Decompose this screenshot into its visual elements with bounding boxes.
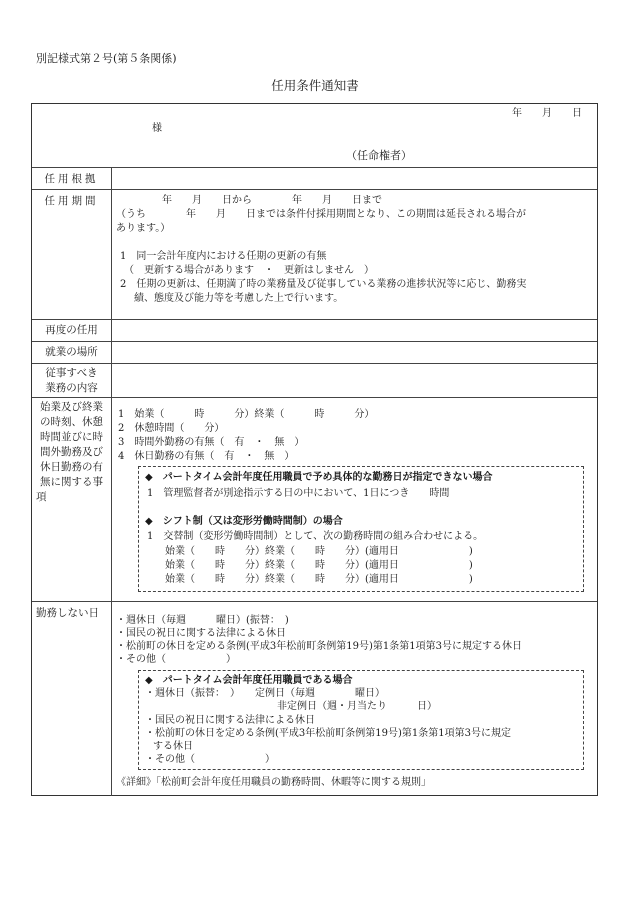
pt-irregular-days: 非定例日（週・月当たり 日） — [277, 701, 437, 712]
hours-start-end: 1 始業（ 時 分）終業（ 時 分） — [118, 409, 375, 420]
row-divider — [32, 189, 597, 190]
document-title: 任用条件通知書 — [271, 78, 359, 93]
period-dates: 年 月 日から 年 月 日まで — [162, 195, 382, 206]
label-hours-7: 項 — [36, 491, 47, 503]
hours-special-cases-box — [138, 466, 584, 592]
details-reference: 《詳細》「松前町会計年度任用職員の勤務時間、休暇等に関する規則」 — [116, 777, 431, 788]
shift-pattern-row: 始業（ 時 分）終業（ 時 分）(適用日 ) — [165, 560, 473, 571]
appointing-authority: （任命権者） — [346, 149, 412, 162]
label-basis: 任用根拠 — [44, 173, 99, 185]
row-divider — [32, 601, 597, 602]
renewal-criteria: 2 任期の更新は、任期満了時の業務量及び従事している業務の進捗状況等に応じ、勤務実 — [120, 279, 527, 290]
label-reappointment: 再度の任用 — [45, 324, 98, 336]
hours-break: 2 休憩時間（ 分） — [118, 423, 225, 434]
label-hours-5: 休日勤務の有 — [40, 461, 103, 473]
renewal-criteria-cont: 績、態度及び能力等を考慮した上で行います。 — [134, 293, 344, 304]
label-workplace: 就業の場所 — [45, 346, 98, 358]
hours-holiday-work: 4 休日勤務の有無（ 有 ・ 無 ） — [118, 451, 295, 462]
pt-national-holidays: ・国民の祝日に関する法律による休日 — [145, 715, 315, 726]
conditions-table — [31, 103, 598, 796]
shift-pattern-row: 始業（ 時 分）終業（ 時 分）(適用日 ) — [165, 546, 473, 557]
renewal-options: （ 更新する場合があります ・ 更新はしません ） — [124, 265, 374, 276]
probation-period: （うち 年 月 日までは条件付採用期間となり、この期間は延長される場合が — [116, 209, 526, 220]
row-divider — [32, 319, 597, 320]
renewal-question: 1 同一会計年度内における任期の更新の有無 — [120, 251, 327, 262]
hours-overtime: 3 時間外勤務の有無（ 有 ・ 無 ） — [118, 437, 305, 448]
label-period: 任用期間 — [44, 195, 99, 207]
label-hours-3: 時間並びに時 — [40, 431, 103, 443]
label-holidays: 勤務しない日 — [36, 607, 99, 619]
national-holidays: ・国民の祝日に関する法律による休日 — [116, 628, 286, 639]
row-divider — [32, 341, 597, 342]
label-hours-1: 始業及び終業 — [40, 401, 103, 413]
probation-period-cont: あります。） — [116, 223, 171, 234]
addressee-suffix: 様 — [152, 123, 162, 134]
label-hours-2: の時刻、休憩 — [40, 416, 103, 428]
shift-pattern-row: 始業（ 時 分）終業（ 時 分）(適用日 ) — [165, 574, 473, 585]
part-time-hours-note: 1 管理監督者が別途指示する日の中において、1日につき 時間 — [147, 488, 450, 499]
weekly-holiday: ・週休日（毎週 曜日）(振替： ) — [116, 615, 289, 626]
form-number-note: 別記様式第２号(第５条関係) — [36, 52, 177, 65]
row-divider — [32, 167, 597, 168]
pt-weekly-holiday: ・週休日（振替： ） 定例日（毎週 曜日） — [145, 688, 385, 699]
other-holidays: ・その他（ ） — [116, 654, 236, 665]
part-time-heading: ◆ パートタイム会計年度任用職員で予め具体的な勤務日が指定できない場合 — [145, 472, 493, 483]
pt-town-holidays: ・松前町の休日を定める条例(平成3年松前町条例第19号)第1条第1項第3号に規定 — [145, 728, 511, 739]
shift-description: 1 交替制（変形労働時間制）として、次の勤務時間の組み合わせによる。 — [147, 531, 484, 542]
row-divider — [32, 397, 597, 398]
part-time-holidays-heading: ◆ パートタイム会計年度任用職員である場合 — [145, 675, 353, 686]
label-hours-4: 間外勤務及び — [40, 446, 103, 458]
town-holidays: ・松前町の休日を定める条例(平成3年松前町条例第19号)第1条第1項第3号に規定する休日 — [116, 641, 522, 652]
label-duties-2: 業務の内容 — [45, 382, 98, 394]
label-duties-1: 従事すべき — [45, 367, 98, 379]
label-hours-6: 無に関する事 — [40, 476, 103, 488]
column-divider — [111, 167, 112, 796]
shift-heading: ◆ シフト制（又は変形労働時間制）の場合 — [145, 516, 343, 527]
part-time-holidays-box — [138, 670, 584, 770]
pt-town-holidays-cont: する休日 — [153, 741, 193, 752]
date-line: 年 月 日 — [512, 108, 582, 119]
row-divider — [32, 363, 597, 364]
pt-other-holidays: ・その他（ ） — [145, 754, 275, 765]
